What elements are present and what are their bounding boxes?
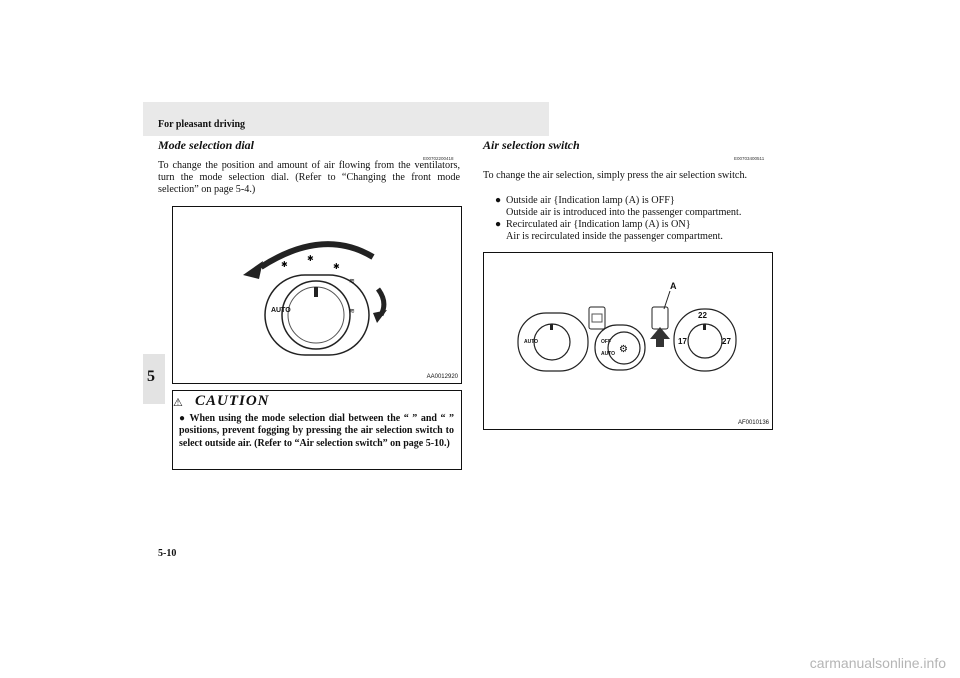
- bullet-icon: ●: [179, 413, 187, 424]
- temp-22-label: 22: [698, 311, 707, 320]
- panel-off-label: OFF: [601, 339, 611, 345]
- temp-27-label: 27: [722, 337, 731, 346]
- mode-selection-body: To change the position and amount of air flowing from the ventilators, turn the mode selection dial. (Refer to “Changing the front mode selection” on page 5-4.): [158, 160, 460, 196]
- temp-17-label: 17: [678, 337, 687, 346]
- mode-selection-heading: Mode selection dial: [158, 138, 254, 152]
- svg-text:≋: ≋: [349, 307, 355, 315]
- bullet-recirculated-air-title: Recirculated air {Indication lamp (A) is ON}: [506, 219, 691, 230]
- svg-text:⚙: ⚙: [619, 344, 628, 355]
- panel-auto-left: AUTO: [524, 339, 539, 345]
- bullet-icon: ●: [495, 219, 502, 230]
- mode-dial-illustration: [173, 207, 461, 383]
- caution-box: [172, 390, 462, 470]
- svg-text:✱: ✱: [307, 254, 314, 263]
- control-panel-figure-id: AF0010136: [737, 420, 769, 426]
- mode-selection-code: E00702200418: [423, 156, 454, 161]
- caution-text: [179, 413, 454, 450]
- page-number: 5-10: [158, 548, 177, 559]
- mode-dial-figure-id: AA0012920: [426, 374, 458, 380]
- chapter-number: 5: [147, 368, 155, 385]
- section-title: For pleasant driving: [158, 119, 246, 130]
- caution-title: CAUTION: [195, 393, 270, 409]
- bullet-outside-air-title: Outside air {Indication lamp (A) is OFF}: [506, 195, 675, 206]
- footer-watermark: carmanualsonline.info: [809, 655, 946, 671]
- bullet-outside-air: [495, 195, 675, 207]
- caution-body: When using the mode selection dial between the “ ” and “ ” positions, prevent fogging by pressing the air selection switch to select outside air. (Refer to “Air selection switch” on page 5-10.): [179, 413, 455, 449]
- air-selection-heading: Air selection switch: [483, 138, 580, 152]
- mode-dial-figure: [172, 206, 462, 384]
- panel-auto-fan: AUTO: [601, 351, 616, 357]
- bullet-outside-air-desc: Outside air is introduced into the passenger compartment.: [506, 207, 742, 218]
- bullet-recirculated-air-desc: Air is recirculated inside the passenger compartment.: [506, 231, 723, 242]
- bullet-recirculated-air: [495, 219, 691, 231]
- callout-a: A: [670, 281, 677, 291]
- bullet-icon: ●: [495, 195, 502, 206]
- svg-text:≋: ≋: [349, 277, 355, 285]
- warning-icon: ⚠: [173, 397, 183, 409]
- mode-dial-auto-label: AUTO: [271, 307, 291, 314]
- air-selection-code: E00703400511: [734, 156, 765, 161]
- svg-text:✱: ✱: [281, 260, 288, 269]
- air-selection-body: To change the air selection, simply press the air selection switch.: [483, 170, 748, 181]
- svg-text:✱: ✱: [333, 262, 340, 271]
- control-panel-figure: [483, 252, 773, 430]
